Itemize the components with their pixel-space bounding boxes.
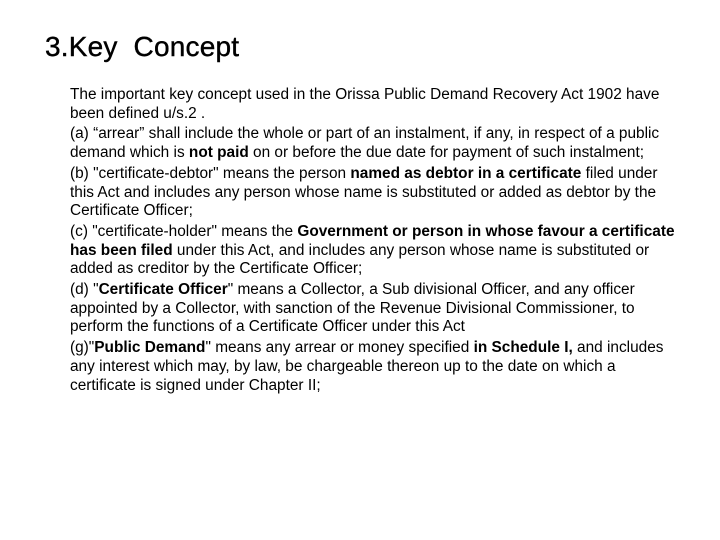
definition-text: (b) "certificate-debtor" means the person [70, 164, 351, 182]
emphasized-text: named as debtor in a certificate [350, 164, 582, 182]
emphasized-text: Certificate Officer [98, 281, 228, 299]
definition-certificate-holder [70, 223, 685, 279]
definition-text: filed under this Act and includes any person whose name is substituted or added as debtor by the Certificate Officer; [70, 164, 658, 220]
definition-text: " means any arrear or money specified [205, 339, 474, 357]
definition-text: (d) " [70, 281, 99, 299]
slide-title: 3.Key Concept [45, 31, 240, 62]
definition-arrear [70, 125, 685, 162]
emphasized-text: in Schedule I, [473, 339, 573, 357]
emphasized-text: Public Demand [94, 339, 206, 357]
definitions-list [70, 125, 685, 395]
emphasized-text: not paid [188, 144, 249, 162]
definition-text: on or before the due date for payment of such instalment; [248, 144, 645, 162]
intro-paragraph: The important key concept used in the Orissa Public Demand Recovery Act 1902 have been defined u/s.2 . [70, 86, 660, 122]
definition-public-demand [70, 339, 685, 395]
definition-certificate-debtor [70, 165, 685, 221]
definition-text: " means a Collector, a Sub divisional Officer, and any officer appointed by a Collector, with sanction of the Revenue Divisional Commissioner, to perform the functions of a Certificate Officer under this Act [70, 281, 635, 336]
definition-text: under this Act, and includes any person whose name is substituted or added as creditor by the Certificate Officer; [70, 241, 650, 278]
emphasized-text: Government or person in whose favour a certificate has been filed [70, 222, 675, 259]
definition-text: and includes any interest which may, by law, be chargeable thereon up to the date on which a certificate is signed under Chapter II; [70, 339, 664, 394]
slide-body [70, 86, 685, 397]
definition-text: (a) “arrear” shall include the whole or part of an instalment, if any, in respect of a public demand which is [70, 125, 660, 162]
definition-text: (g)" [70, 339, 95, 357]
definition-text: (c) "certificate-holder" means the [70, 222, 298, 240]
definition-certificate-officer [70, 281, 685, 337]
